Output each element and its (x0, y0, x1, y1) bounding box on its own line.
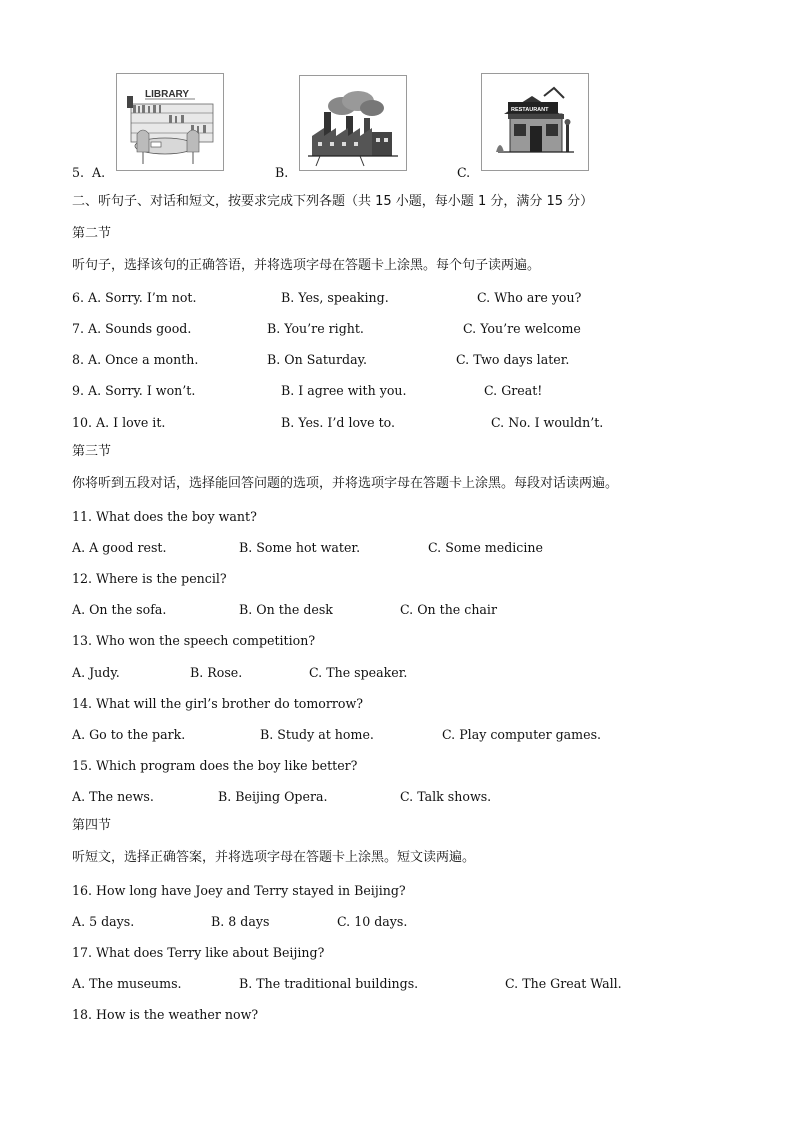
q11-option-c[interactable]: C. Some medicine (428, 540, 543, 555)
q13-option-a[interactable]: A. Judy. (72, 665, 120, 680)
q17-option-b[interactable]: B. The traditional buildings. (239, 976, 419, 991)
part4-instruction: 听短文，选择正确答案，并将选项字母在答题卡上涂黑。短文读两遍。 (72, 850, 476, 865)
q11-option-b[interactable]: B. Some hot water. (239, 540, 361, 555)
restaurant-illustration (482, 74, 588, 170)
q15-question: 15. Which program does the boy like better? (72, 758, 358, 773)
q13-option-b[interactable]: B. Rose. (190, 665, 243, 680)
factory-picture (299, 75, 407, 171)
q8-option-a[interactable]: 8. A. Once a month. (72, 352, 199, 367)
q14-option-b[interactable]: B. Study at home. (260, 727, 374, 742)
q5-option-a[interactable]: A. (92, 165, 106, 180)
q15-option-a[interactable]: A. The news. (72, 789, 154, 804)
section-two-heading: 二、听句子、对话和短文，按要求完成下列各题（共 15 小题，每小题 1 分，满分 15 分） (72, 194, 594, 209)
q9-option-c[interactable]: C. Great! (484, 383, 543, 398)
part2-instruction: 听句子，选择该句的正确答语，并将选项字母在答题卡上涂黑。每个句子读两遍。 (72, 258, 541, 273)
q12-option-b[interactable]: B. On the desk (239, 602, 333, 617)
q15-option-c[interactable]: C. Talk shows. (400, 789, 492, 804)
library-illustration (117, 74, 223, 170)
q14-option-c[interactable]: C. Play computer games. (442, 727, 602, 742)
q18-question: 18. How is the weather now? (72, 1007, 259, 1022)
q5-option-c[interactable]: C. (457, 165, 471, 180)
q5-number: 5. (72, 165, 85, 180)
q13-question: 13. Who won the speech competition? (72, 633, 316, 648)
q7-option-b[interactable]: B. You’re right. (267, 321, 364, 336)
q12-option-a[interactable]: A. On the sofa. (72, 602, 167, 617)
q14-question: 14. What will the girl’s brother do tomorrow? (72, 696, 364, 711)
q6-option-b[interactable]: B. Yes, speaking. (281, 290, 389, 305)
q10-option-b[interactable]: B. Yes. I’d love to. (281, 415, 396, 430)
part3-title: 第三节 (72, 444, 112, 459)
q16-option-a[interactable]: A. 5 days. (72, 914, 135, 929)
q10-option-a[interactable]: 10. A. I love it. (72, 415, 166, 430)
part3-instruction: 你将听到五段对话，选择能回答问题的选项，并将选项字母在答题卡上涂黑。每段对话读两遍。 (72, 476, 619, 491)
q15-option-b[interactable]: B. Beijing Opera. (218, 789, 328, 804)
q16-option-b[interactable]: B. 8 days (211, 914, 270, 929)
q13-option-c[interactable]: C. The speaker. (309, 665, 408, 680)
q11-question: 11. What does the boy want? (72, 509, 257, 524)
q11-option-a[interactable]: A. A good rest. (72, 540, 167, 555)
restaurant-sign: RESTAURANT (511, 107, 549, 113)
q17-option-c[interactable]: C. The Great Wall. (505, 976, 622, 991)
factory-illustration (300, 76, 406, 170)
q7-option-a[interactable]: 7. A. Sounds good. (72, 321, 192, 336)
q16-question: 16. How long have Joey and Terry stayed in Beijing? (72, 883, 406, 898)
part4-title: 第四节 (72, 818, 112, 833)
restaurant-picture (481, 73, 589, 171)
library-picture (116, 73, 224, 171)
q5-option-b[interactable]: B. (275, 165, 289, 180)
q12-option-c[interactable]: C. On the chair (400, 602, 497, 617)
q17-question: 17. What does Terry like about Beijing? (72, 945, 325, 960)
q8-option-c[interactable]: C. Two days later. (456, 352, 570, 367)
q10-option-c[interactable]: C. No. I wouldn’t. (491, 415, 604, 430)
q6-option-c[interactable]: C. Who are you? (477, 290, 582, 305)
q7-option-c[interactable]: C. You’re welcome (463, 321, 581, 336)
q17-option-a[interactable]: A. The museums. (72, 976, 182, 991)
q8-option-b[interactable]: B. On Saturday. (267, 352, 368, 367)
q9-option-b[interactable]: B. I agree with you. (281, 383, 407, 398)
q6-option-a[interactable]: 6. A. Sorry. I’m not. (72, 290, 197, 305)
library-sign: LIBRARY (145, 89, 190, 100)
q9-option-a[interactable]: 9. A. Sorry. I won’t. (72, 383, 196, 398)
q12-question: 12. Where is the pencil? (72, 571, 227, 586)
q16-option-c[interactable]: C. 10 days. (337, 914, 408, 929)
q14-option-a[interactable]: A. Go to the park. (72, 727, 186, 742)
part2-title: 第二节 (72, 226, 112, 241)
